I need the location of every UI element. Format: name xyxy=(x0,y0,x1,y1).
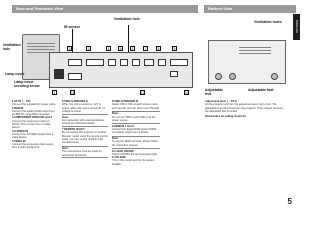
callout-ventilation-holes: Ventilation holes xyxy=(254,20,282,24)
item-body: Switch ON/OFF the terminal panel light. xyxy=(112,152,158,156)
item-body: When the unit is turned on, 12V is output. When the unit is turned off, no voltage is output. xyxy=(62,103,106,113)
item-ac-in xyxy=(12,100,58,107)
item-title: 9 HDMI IN 1 and 2 xyxy=(112,124,134,128)
item-screw-holes xyxy=(205,115,287,118)
item-body: Connect the analog RGB output from an IBM PC compatible computer. xyxy=(12,109,55,117)
item-adjustment-lever xyxy=(205,100,287,113)
component-port xyxy=(86,59,104,66)
callout-lamp-cover: Lamp cover xyxy=(5,72,25,76)
item-title: Adjustment lever (→ P.11) xyxy=(205,100,237,103)
vent-slot xyxy=(27,43,55,44)
marker-10: 10 xyxy=(185,91,189,95)
item-trig2 xyxy=(112,100,160,110)
callout-adjustable-feet: Adjustable feet xyxy=(205,88,223,96)
item-title: 2 RGB IN xyxy=(12,106,24,110)
item-title: 10 LIGHT ON/OFF xyxy=(112,149,134,153)
section-header-rear: Rear and Terminals View xyxy=(12,5,198,13)
bottom-view-illustration xyxy=(208,40,286,84)
note-label: Note: xyxy=(62,115,69,119)
item-trig1 xyxy=(62,100,108,113)
vent-slot xyxy=(239,53,271,54)
marker-8: 8 xyxy=(157,47,160,51)
marker-4: 4 xyxy=(107,47,110,51)
item-body: Connect the digital RGB signal (TMDS compliant) output from a device. xyxy=(112,128,157,135)
adjustable-foot-left xyxy=(215,73,222,80)
marker-3: 3 xyxy=(87,47,90,51)
item-title: 8 TRIG.2(TRIGGER 2) xyxy=(112,100,139,103)
item-title: 11 RS-232C xyxy=(112,156,127,160)
note-box xyxy=(62,114,108,127)
callout-adjustable-foot: Adjustable foot xyxy=(248,88,274,92)
marker-1: 1 xyxy=(53,91,56,95)
item-body: Select ON or OFF at each screen mode, such as Full, Normal, Zoom and Through. xyxy=(112,103,160,110)
trig2-port xyxy=(158,59,166,66)
item-body: By connecting this projector to another Marantz model using the remote control cable, you can control multiple units simultaneously. xyxy=(62,131,108,145)
item-body: Connect the supplied AC power cable. xyxy=(12,103,56,107)
page-number: 5 xyxy=(287,197,292,206)
leader-line xyxy=(128,25,129,52)
vent-slot xyxy=(27,46,55,47)
svideo-port xyxy=(108,59,116,66)
note-text: To use the HDMI terminal, always follow the instruction manual. xyxy=(112,140,158,147)
terminal-panel-illustration xyxy=(49,52,193,88)
video-port xyxy=(120,59,128,66)
marker-7: 7 xyxy=(144,47,147,51)
marker-11: 11 xyxy=(71,91,75,95)
language-tab: ENGLISH xyxy=(293,14,300,40)
item-rs232c xyxy=(112,156,160,166)
marker-9: 9 xyxy=(173,47,176,51)
callout-ir-sensor: IR sensor xyxy=(64,25,80,29)
item-title: Screw holes for ceiling mount kit xyxy=(205,115,246,119)
item-body: Lift the projector and turn the adjustment lever right or left. The adjustable feet will extend from the projector. Then release the lever; the adjustable feet is locked. xyxy=(205,103,284,113)
item-hdmi xyxy=(112,125,160,135)
note-label: Note: xyxy=(112,112,119,116)
note-box xyxy=(62,146,108,159)
note-text: Do not use TRIG.1 and TRIG.2 as the power source. xyxy=(112,115,156,122)
marker-12: 12 xyxy=(141,91,145,95)
item-title: 4 S-VIDEO IN xyxy=(12,129,29,133)
column-4 xyxy=(205,100,287,118)
marker-6: 6 xyxy=(131,47,134,51)
note-label: Note: xyxy=(62,147,69,151)
marker-5: 5 xyxy=(119,47,122,51)
note-label: Note: xyxy=(112,137,119,141)
item-body: Connect the component video (Y, Pb/Cb, Pr/Cr) output from a video device. xyxy=(12,119,51,130)
item-body: This is the control port for the system installer. xyxy=(112,159,155,166)
item-title: 7 REMOTE IN OUT xyxy=(62,128,85,132)
light-switch xyxy=(170,71,178,77)
trig1-port xyxy=(132,59,140,66)
callout-lamp-cover-screw: Lamp cover securing screw xyxy=(14,80,40,88)
callout-ventilation-hole-left: Ventilation hole xyxy=(3,43,21,51)
remote-port xyxy=(144,59,154,66)
vent-slot xyxy=(239,47,271,48)
item-body: Connect the composite video output from a video equipment. xyxy=(12,142,54,150)
note-box xyxy=(112,136,160,149)
ac-in-port xyxy=(54,69,64,79)
item-component xyxy=(12,116,58,129)
item-title: 6 TRIG.1(TRIGGER 1) xyxy=(62,100,89,103)
item-title: 1 AC IN (→ P.8) xyxy=(12,100,31,103)
note-text: The connections must be made by authorized personnel. xyxy=(62,150,102,157)
vent-slot xyxy=(27,49,55,50)
item-title: 3 COMPONENT VIDEO IN1 and 2 xyxy=(12,116,53,120)
callout-ventilation-hole-top: Ventilation hole xyxy=(114,17,140,21)
column-1 xyxy=(12,100,58,149)
rgb-in-port xyxy=(68,59,82,66)
section-header-bottom: Bottom View xyxy=(204,5,296,13)
adjustable-foot-right xyxy=(271,73,278,80)
column-2 xyxy=(62,100,108,159)
item-video xyxy=(12,140,58,150)
item-body: Connect the S-VIDEO output from a video device. xyxy=(12,132,54,140)
vent-slot xyxy=(239,50,271,51)
item-svideo xyxy=(12,130,58,140)
column-3 xyxy=(112,100,160,166)
note-box xyxy=(112,111,160,124)
note-text: For connection with external devices, consult an authorized dealer. xyxy=(62,118,105,126)
item-remote xyxy=(62,128,108,144)
marker-2: 2 xyxy=(68,47,71,51)
rs232c-port xyxy=(68,73,82,80)
hdmi-port xyxy=(170,59,188,66)
adjustable-foot-mid xyxy=(229,73,236,80)
item-title: 5 VIDEO IN xyxy=(12,139,26,143)
leader-line xyxy=(72,29,73,52)
